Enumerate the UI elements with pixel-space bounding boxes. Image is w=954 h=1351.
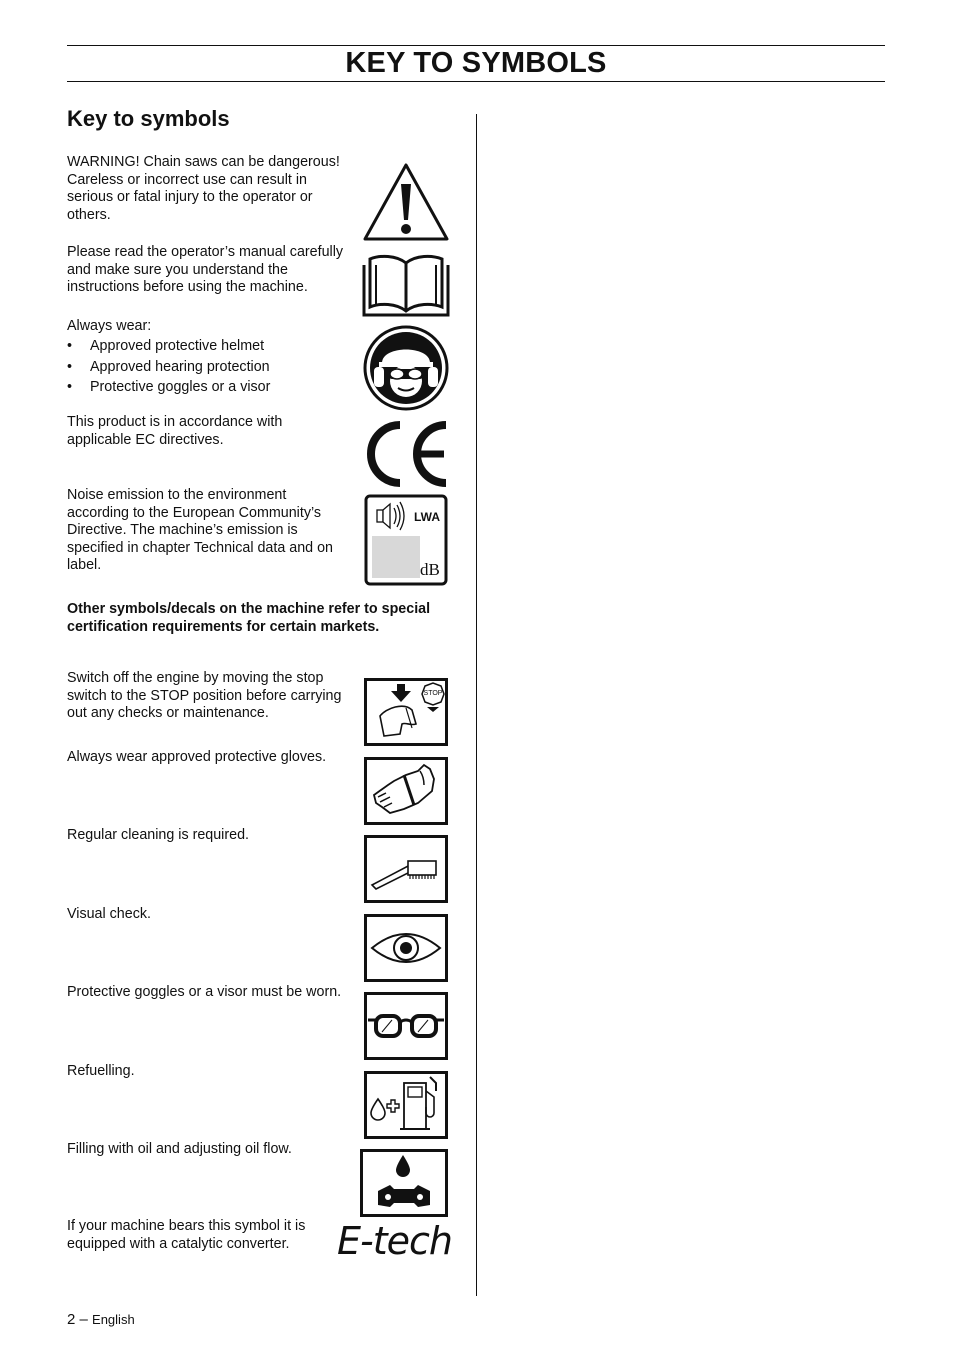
warning-text: WARNING! Chain saws can be dangerous! Careless or incorrect use can result in serious or fatal injury to the operator or others.	[67, 154, 340, 223]
visual-text: Visual check.	[67, 906, 151, 922]
stop-label: STOP	[423, 690, 443, 697]
stop-text: Switch off the engine by moving the stop switch to the STOP position before carrying out any checks or maintenance.	[67, 670, 342, 721]
list-item: • Protective goggles or a visor	[67, 377, 357, 398]
cleaning-brush-icon	[364, 835, 448, 903]
footer-language: English	[92, 1312, 135, 1327]
ce-mark-icon	[362, 420, 450, 488]
page-footer	[67, 1311, 135, 1328]
header-bottom-rule	[67, 81, 885, 82]
gloves-text: Always wear approved protective gloves.	[67, 749, 327, 765]
chain-oil-icon	[360, 1149, 448, 1217]
noise-lwa-label: LWA	[414, 510, 440, 524]
refuel-text: Refuelling.	[67, 1063, 135, 1079]
manual-text: Please read the operator’s manual carefully and make sure you understand the instructions before using the machine.	[67, 244, 344, 295]
list-item: • Approved hearing protection	[67, 357, 357, 378]
page-number: 2 –	[67, 1311, 88, 1328]
list-item: • Approved protective helmet	[67, 336, 357, 357]
section-heading: Key to symbols	[67, 106, 230, 131]
oil-text: Filling with oil and adjusting oil flow.	[67, 1141, 292, 1157]
column-divider	[476, 114, 477, 1296]
warning-triangle-icon	[362, 162, 450, 242]
eye-icon	[364, 914, 448, 982]
refuelling-icon	[364, 1071, 448, 1139]
protective-equipment-icon	[362, 325, 450, 411]
read-manual-icon	[362, 251, 450, 317]
other-symbols-note: Other symbols/decals on the machine refer to special certification requirements for certain markets.	[67, 601, 431, 635]
goggles-icon	[364, 992, 448, 1060]
cleaning-text: Regular cleaning is required.	[67, 827, 249, 843]
gloves-icon	[364, 757, 448, 825]
noise-db-label: dB	[420, 560, 440, 579]
wear-intro: Always wear:	[67, 318, 152, 334]
stop-switch-icon	[364, 678, 448, 746]
etech-logo: E-tech	[337, 1219, 452, 1263]
noise-text: Noise emission to the environment according to the European Community’s Directive. The machine’s emission is specified in chapter Technical data and on label.	[67, 487, 333, 573]
page-title: KEY TO SYMBOLS	[345, 47, 607, 79]
catalytic-text: If your machine bears this symbol it is equipped with a catalytic converter.	[67, 1218, 306, 1252]
wear-list	[67, 336, 357, 398]
goggles-text: Protective goggles or a visor must be worn.	[67, 984, 342, 1000]
noise-emission-icon	[364, 494, 448, 586]
ce-text: This product is in accordance with applicable EC directives.	[67, 414, 283, 448]
